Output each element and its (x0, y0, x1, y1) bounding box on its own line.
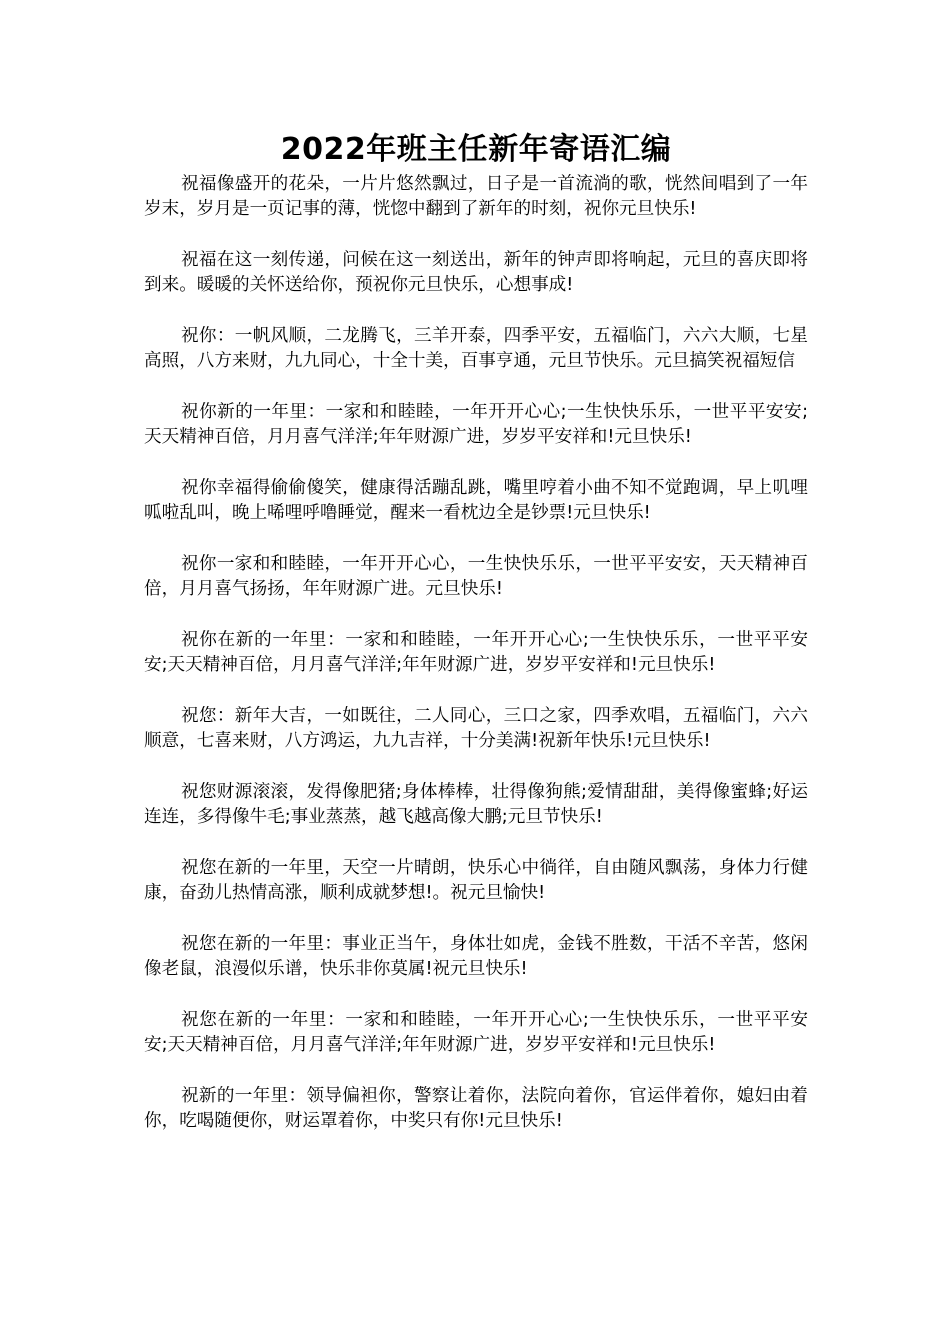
paragraph-6: 祝你一家和和睦睦，一年开开心心，一生快快乐乐，一世平平安安，天天精神百倍，月月喜气扬扬，年年财源广进。元旦快乐! (144, 554, 808, 599)
paragraph-1: 祝福像盛开的花朵，一片片悠然飘过，日子是一首流淌的歌，恍然间唱到了一年岁末，岁月是一页记事的薄，恍惚中翻到了新年的时刻，祝你元旦快乐! (144, 174, 808, 219)
paragraph-9: 祝您财源滚滚，发得像肥猪;身体棒棒，壮得像狗熊;爱情甜甜，美得像蜜蜂;好运连连，多得像牛毛;事业蒸蒸，越飞越高像大鹏;元旦节快乐! (144, 782, 808, 827)
paragraph-13: 祝新的一年里：领导偏袒你，警察让着你，法院向着你，官运伴着你，媳妇由着你，吃喝随便你，财运罩着你，中奖只有你!元旦快乐! (144, 1086, 808, 1131)
paragraph-7: 祝你在新的一年里：一家和和睦睦，一年开开心心;一生快快乐乐，一世平平安安;天天精神百倍，月月喜气洋洋;年年财源广进，岁岁平安祥和!元旦快乐! (144, 630, 808, 675)
paragraph-3: 祝你：一帆风顺，二龙腾飞，三羊开泰，四季平安，五福临门，六六大顺，七星高照，八方来财，九九同心，十全十美，百事亨通，元旦节快乐。元旦搞笑祝福短信 (144, 326, 808, 371)
paragraph-10: 祝您在新的一年里，天空一片晴朗，快乐心中徜徉，自由随风飘荡，身体力行健康，奋劲儿热情高涨，顺利成就梦想!。祝元旦愉快! (144, 858, 808, 903)
paragraph-4: 祝你新的一年里：一家和和睦睦，一年开开心心;一生快快乐乐，一世平平安安;天天精神百倍，月月喜气洋洋;年年财源广进，岁岁平安祥和!元旦快乐! (144, 402, 808, 447)
paragraph-5: 祝你幸福得偷偷傻笑，健康得活蹦乱跳，嘴里哼着小曲不知不觉跑调，早上叽哩呱啦乱叫，晚上唏哩呼噜睡觉，醒来一看枕边全是钞票!元旦快乐! (144, 478, 808, 523)
paragraph-12: 祝您在新的一年里：一家和和睦睦，一年开开心心;一生快快乐乐，一世平平安安;天天精神百倍，月月喜气洋洋;年年财源广进，岁岁平安祥和!元旦快乐! (144, 1010, 808, 1055)
paragraph-8: 祝您：新年大吉，一如既往，二人同心，三口之家，四季欢唱，五福临门，六六顺意，七喜来财，八方鸿运，九九吉祥，十分美满!祝新年快乐!元旦快乐! (144, 706, 808, 751)
paragraph-2: 祝福在这一刻传递，问候在这一刻送出，新年的钟声即将响起，元旦的喜庆即将到来。暖暖的关怀送给你，预祝你元旦快乐，心想事成! (144, 250, 808, 295)
document-title: 2022年班主任新年寄语汇编 (280, 132, 672, 167)
paragraph-11: 祝您在新的一年里：事业正当午，身体壮如虎，金钱不胜数，干活不辛苦，悠闲像老鼠，浪漫似乐谱，快乐非你莫属!祝元旦快乐! (144, 934, 808, 979)
document-page (144, 128, 808, 1160)
